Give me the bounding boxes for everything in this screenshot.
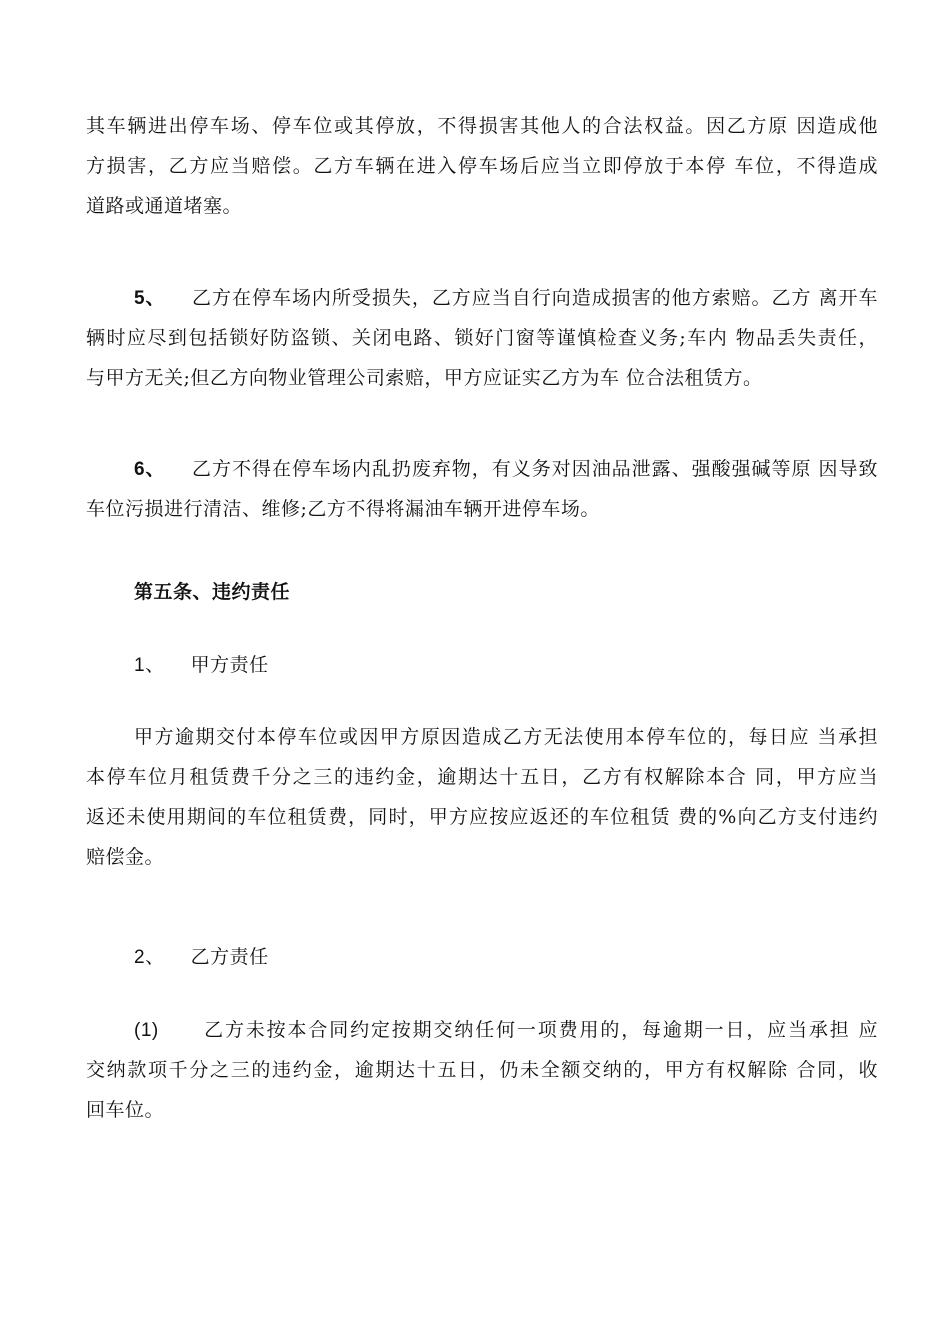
clause-number: 5、 [134, 288, 166, 309]
item-label: 甲方责任 [190, 654, 269, 676]
subclause-text: 乙方未按本合同约定按期交纳任何一项费用的，每逾期一日，应当承担 应 [202, 1019, 878, 1041]
text-line: 回车位。 [86, 1099, 165, 1121]
text-line [86, 278, 878, 318]
text-line: 本停车位月租赁费千分之三的违约金，逾期达十五日，乙方有权解除本合 同，甲方应当 [86, 766, 878, 788]
paragraph-continuation [86, 106, 878, 226]
text-line: 辆时应尽到包括锁好防盗锁、关闭电路、锁好门窗等谨慎检查义务;车内 物品丢失责任， [86, 327, 878, 349]
text-line [86, 937, 878, 977]
clause-5 [86, 278, 878, 398]
party-b-subclause-1 [86, 1010, 878, 1130]
item-number: 2、 [134, 947, 165, 968]
text-line [86, 1010, 878, 1050]
subclause-number: (1) [134, 1020, 159, 1041]
item-2 [86, 937, 878, 977]
text-line [86, 449, 878, 489]
clause-text: 乙方不得在停车场内乱扔废弃物，有义务对因油品泄露、强酸强碱等原 因导致 [191, 458, 878, 480]
item-label: 乙方责任 [190, 946, 269, 968]
text-line: 方损害，乙方应当赔偿。乙方车辆在进入停车场后应当立即停放于本停 车位，不得造成 [86, 155, 878, 177]
clause-6 [86, 449, 878, 529]
text-line: 返还未使用期间的车位租赁费，同时，甲方应按应返还的车位租赁 费的%向乙方支付违约 [86, 806, 878, 828]
clause-number: 6、 [134, 459, 166, 480]
item-number: 1、 [134, 655, 165, 676]
text-line [86, 645, 878, 685]
text-line: 赔偿金。 [86, 846, 165, 868]
text-line: 其车辆进出停车场、停车位或其停放，不得损害其他人的合法权益。因乙方原 因造成他 [86, 115, 878, 137]
text-line: 道路或通道堵塞。 [86, 195, 243, 217]
text-line: 车位污损进行清洁、维修;乙方不得将漏油车辆开进停车场。 [86, 498, 600, 520]
section-title: 第五条、违约责任 [134, 581, 291, 603]
item-1 [86, 645, 878, 685]
text-line: 与甲方无关;但乙方向物业管理公司索赔，甲方应证实乙方为车 位合法租赁方。 [86, 367, 763, 389]
clause-text: 乙方在停车场内所受损失，乙方应当自行向造成损害的他方索赔。乙方 离开车 [191, 287, 878, 309]
text-line: 甲方逾期交付本停车位或因甲方原因造成乙方无法使用本停车位的，每日应 当承担 [134, 726, 878, 748]
party-a-paragraph [86, 717, 878, 877]
section-heading [86, 572, 878, 612]
text-line: 交纳款项千分之三的违约金，逾期达十五日，仍未全额交纳的，甲方有权解除 合同，收 [86, 1059, 878, 1081]
